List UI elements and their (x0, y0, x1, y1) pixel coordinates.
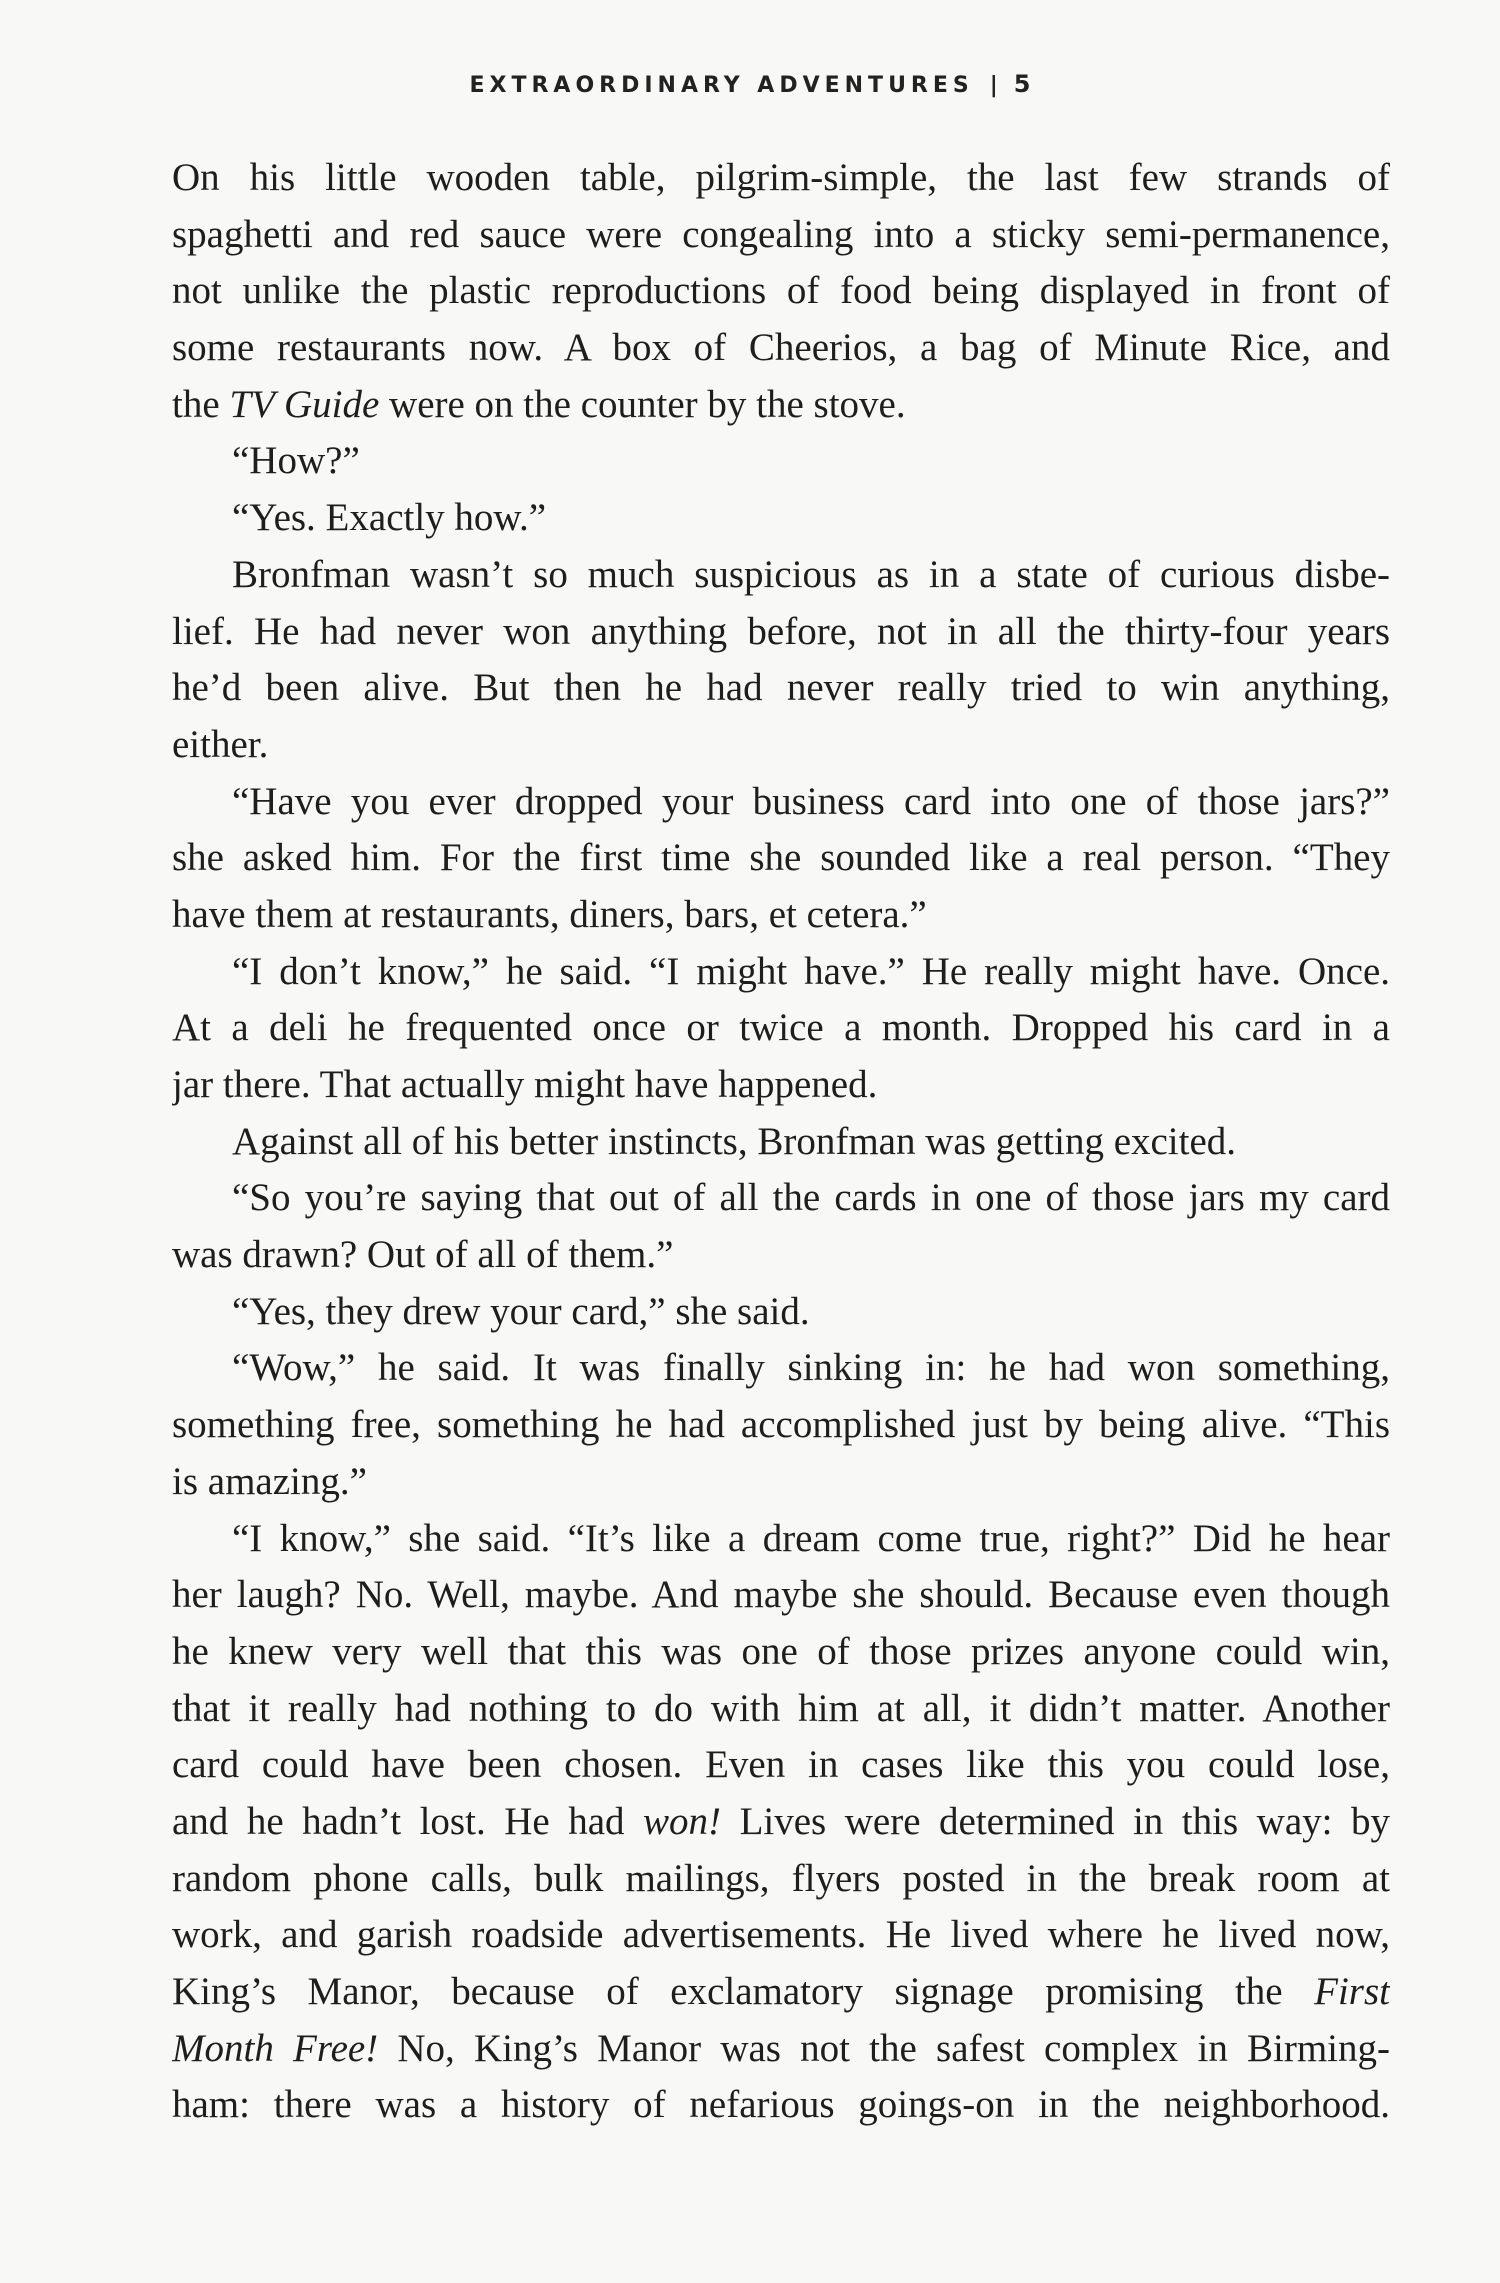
text-line: something free, something he had accomplished just by being alive. “This (172, 1403, 1390, 1447)
italic-word: won! (643, 1799, 722, 1843)
text-run: King’s Manor, because of exclamatory signage promising the (172, 1970, 1315, 2013)
text-line: not unlike the plastic reproductions of food being displayed in front of (172, 269, 1390, 313)
text-line: At a deli he frequented once or twice a month. Dropped his card in a (172, 1006, 1390, 1050)
text-line (172, 1964, 1390, 2021)
text-run: were on the counter by the stove. (379, 382, 906, 426)
text-line: random phone calls, bulk mailings, flyers posted in the break room at (172, 1856, 1390, 1900)
text-line: On his little wooden table, pilgrim-simple, the last few strands of (172, 156, 1390, 199)
page-number: 5 (1013, 70, 1031, 98)
text-line: ham: there was a history of nefarious goings-on in the neighborhood. (172, 2083, 1390, 2127)
text-line: her laugh? No. Well, maybe. And maybe she should. Because even though (172, 1573, 1390, 1617)
text-line: either. (172, 722, 269, 766)
text-run: the (172, 382, 230, 426)
italic-phrase: Month Free! (172, 2026, 379, 2070)
running-head (0, 70, 1500, 98)
text-line: “So you’re saying that out of all the cards in one of those jars my card (232, 1176, 1390, 1220)
text-line: card could have been chosen. Even in cases like this you could lose, (172, 1743, 1390, 1787)
text-line: “Wow,” he said. It was finally sinking in: he had won something, (232, 1346, 1390, 1390)
text-line: “I don’t know,” he said. “I might have.” He really might have. Once. (232, 949, 1390, 993)
text-line: some restaurants now. A box of Cheerios, a bag of Minute Rice, and (172, 326, 1390, 370)
text-line (172, 2021, 1390, 2078)
text-line (172, 377, 1390, 434)
text-line: is amazing.” (172, 1459, 367, 1503)
running-title: EXTRAORDINARY ADVENTURES (469, 73, 974, 98)
header-separator: | (989, 73, 998, 98)
text-line: he knew very well that this was one of those prizes anyone could win, (172, 1629, 1390, 1673)
text-run: and he hadn’t lost. He had (172, 1799, 644, 1843)
text-line: that it really had nothing to do with him at all, it didn’t matter. Another (172, 1686, 1390, 1730)
text-line: lief. He had never won anything before, not in all the thirty-four years (172, 609, 1390, 653)
italic-title: TV Guide (229, 382, 380, 426)
text-line: “Have you ever dropped your business card into one of those jars?” (232, 779, 1390, 823)
text-line: he’d been alive. But then he had never really tried to win anything, (172, 666, 1390, 710)
italic-phrase: First (1314, 1970, 1390, 2013)
text-line: Bronfman wasn’t so much suspicious as in a state of curious disbe- (232, 552, 1390, 596)
text-line: was drawn? Out of all of them.” (172, 1233, 674, 1277)
text-line: “Yes, they drew your card,” she said. (232, 1289, 810, 1333)
body-text (172, 150, 1390, 2134)
text-line: have them at restaurants, diners, bars, et cetera.” (172, 892, 927, 936)
text-line: “How?” (232, 439, 360, 483)
text-line: Against all of his better instincts, Bronfman was getting excited. (232, 1119, 1237, 1163)
text-line: she asked him. For the first time she sounded like a real person. “They (172, 836, 1390, 880)
text-run: Lives were determined in this way: by (721, 1799, 1390, 1843)
text-line: spaghetti and red sauce were congealing into a sticky semi-permanence, (172, 212, 1390, 256)
text-line: “Yes. Exactly how.” (232, 496, 547, 540)
text-line: “I know,” she said. “It’s like a dream come true, right?” Did he hear (232, 1516, 1390, 1560)
text-run: No, King’s Manor was not the safest complex in Birming- (378, 2026, 1390, 2070)
text-line (172, 1794, 1390, 1851)
text-line: work, and garish roadside advertisements. He lived where he lived now, (172, 1913, 1390, 1957)
text-line: jar there. That actually might have happened. (172, 1063, 878, 1106)
